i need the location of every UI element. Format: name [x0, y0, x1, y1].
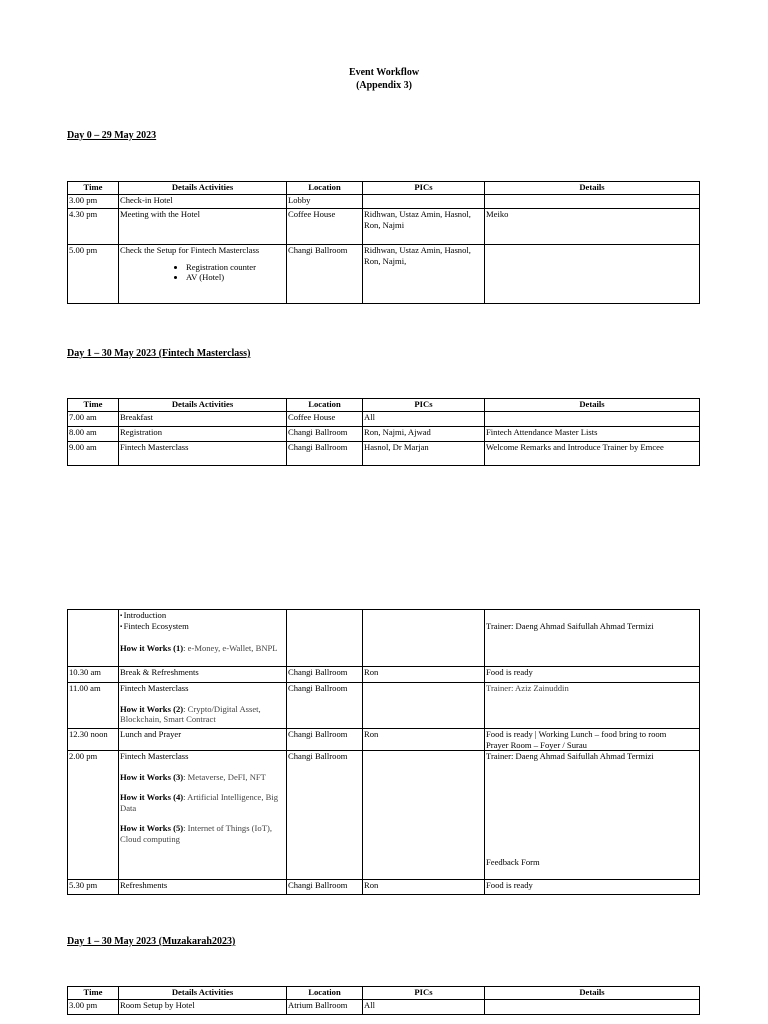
details-line: Prayer Room – Foyer / Surau [486, 739, 587, 750]
cell-location: Changi Ballroom [287, 667, 363, 683]
table-row [68, 245, 700, 304]
details-line: Food is ready | Working Lunch – food bring to room [486, 729, 667, 739]
cell-location: Changi Ballroom [287, 729, 363, 751]
document-title: Event Workflow [348, 67, 420, 78]
cell-time: 3.00 pm [68, 195, 119, 209]
table-row [68, 1000, 700, 1015]
header-location: Location [287, 399, 363, 412]
cell-activity: Lunch and Prayer [119, 729, 287, 751]
cell-pics: Ridhwan, Ustaz Amin, Hasnol, Ron, Najmi [363, 209, 485, 245]
cell-pics [363, 610, 485, 667]
activity-text: Fintech Masterclass [120, 751, 189, 761]
table-header-row [68, 987, 700, 1000]
how-it-works-label: How it Works (3) [120, 771, 184, 782]
cell-details: Meiko [485, 209, 700, 245]
table-row [68, 195, 700, 209]
cell-pics: Hasnol, Dr Marjan [363, 442, 485, 466]
cell-pics: Ron [363, 880, 485, 895]
trainer-text: Trainer: Daeng Ahmad Saifullah Ahmad Termizi [486, 621, 654, 631]
table-row [68, 412, 700, 427]
table-row [68, 751, 700, 880]
cell-time: 3.00 pm [68, 1000, 119, 1015]
cell-pics: Ron [363, 729, 485, 751]
header-activities: Details Activities [119, 987, 287, 1000]
cell-details: Food is ready [485, 667, 700, 683]
cell-activity: Meeting with the Hotel [119, 209, 287, 245]
cell-location: Lobby [287, 195, 363, 209]
cell-activity [119, 683, 287, 729]
cell-pics [363, 195, 485, 209]
cell-pics: All [363, 412, 485, 427]
day0-table [67, 181, 700, 304]
cell-time [68, 610, 119, 667]
cell-pics: Ron [363, 667, 485, 683]
how-it-works-text: : Internet of Things (IoT), Cloud computing [120, 823, 272, 844]
how-it-works-text: : Crypto/Digital Asset, Blockchain, Smart Contract [120, 703, 261, 724]
cell-time: 2.00 pm [68, 751, 119, 880]
table-header-row [68, 399, 700, 412]
cell-details [485, 1000, 700, 1015]
header-details: Details [485, 182, 700, 195]
day1-table [67, 398, 700, 466]
header-time: Time [68, 987, 119, 1000]
header-details: Details [485, 399, 700, 412]
cell-details [485, 245, 700, 304]
cell-pics: Ron, Najmi, Ajwad [363, 427, 485, 442]
how-it-works-label: How it Works (2) [120, 703, 184, 714]
day0-heading: Day 0 – 29 May 2023 [67, 130, 157, 141]
cell-activity: Breakfast [119, 412, 287, 427]
cell-details: Welcome Remarks and Introduce Trainer by Emcee [485, 442, 700, 466]
table-row [68, 610, 700, 667]
cell-details: Trainer: Aziz Zainuddin [485, 683, 700, 729]
table-row [68, 729, 700, 751]
header-location: Location [287, 987, 363, 1000]
feedback-form-text: Feedback Form [486, 856, 540, 867]
cell-time: 10.30 am [68, 667, 119, 683]
day1-muzakarah-heading: Day 1 – 30 May 2023 (Muzakarah2023) [67, 936, 236, 947]
list-item: ▪ Fintech Ecosystem [120, 621, 285, 632]
activity-text: Fintech Masterclass [120, 683, 189, 693]
cell-activity [119, 751, 287, 880]
bullet-list [120, 262, 285, 283]
cell-activity: Room Setup by Hotel [119, 1000, 287, 1015]
cell-location: Coffee House [287, 412, 363, 427]
cell-location: Changi Ballroom [287, 245, 363, 304]
how-it-works-text: : e-Money, e-Wallet, BNPL [183, 642, 278, 653]
cell-time: 5.30 pm [68, 880, 119, 895]
day1-muzakarah-table [67, 986, 700, 1015]
header-location: Location [287, 182, 363, 195]
header-activities: Details Activities [119, 182, 287, 195]
table-row [68, 667, 700, 683]
cell-time: 8.00 am [68, 427, 119, 442]
cell-details: Fintech Attendance Master Lists [485, 427, 700, 442]
cell-location: Atrium Ballroom [287, 1000, 363, 1015]
cell-details [485, 610, 700, 667]
trainer-text: Trainer: Daeng Ahmad Saifullah Ahmad Termizi [486, 751, 654, 761]
table-row [68, 683, 700, 729]
header-time: Time [68, 399, 119, 412]
how-it-works-text: : Artificial Intelligence, Big Data [120, 792, 279, 813]
cell-details [485, 195, 700, 209]
cell-details [485, 729, 700, 751]
cell-location: Coffee House [287, 209, 363, 245]
cell-activity: Check-in Hotel [119, 195, 287, 209]
cell-time: 5.00 pm [68, 245, 119, 304]
day1-continued-table [67, 609, 700, 895]
cell-activity: Refreshments [119, 880, 287, 895]
cell-activity [119, 610, 287, 667]
cell-time: 7.00 am [68, 412, 119, 427]
table-row [68, 209, 700, 245]
table-row [68, 427, 700, 442]
activity-text: Check the Setup for Fintech Masterclass [120, 245, 260, 255]
cell-location: Changi Ballroom [287, 442, 363, 466]
header-pics: PICs [363, 182, 485, 195]
cell-location: Changi Ballroom [287, 880, 363, 895]
cell-activity: Fintech Masterclass [119, 442, 287, 466]
cell-time: 11.00 am [68, 683, 119, 729]
cell-activity: Registration [119, 427, 287, 442]
cell-time: 12.30 noon [68, 729, 119, 751]
cell-location [287, 610, 363, 667]
header-pics: PICs [363, 399, 485, 412]
how-it-works-label: How it Works (4) [120, 792, 184, 802]
header-pics: PICs [363, 987, 485, 1000]
cell-details [485, 412, 700, 427]
document-subtitle: (Appendix 3) [356, 80, 412, 91]
cell-details: Food is ready [485, 880, 700, 895]
header-details: Details [485, 987, 700, 1000]
list-item: • AV (Hotel) [186, 272, 285, 283]
header-activities: Details Activities [119, 399, 287, 412]
header-time: Time [68, 182, 119, 195]
cell-time: 4.30 pm [68, 209, 119, 245]
list-item: ▪ Introduction [120, 610, 285, 621]
cell-pics: All [363, 1000, 485, 1015]
cell-activity: Break & Refreshments [119, 667, 287, 683]
cell-details [485, 751, 700, 880]
cell-activity [119, 245, 287, 304]
cell-location: Changi Ballroom [287, 683, 363, 729]
how-it-works-text: : Metaverse, DeFI, NFT [183, 771, 266, 782]
table-row [68, 880, 700, 895]
cell-pics: Ridhwan, Ustaz Amin, Hasnol, Ron, Najmi, [363, 245, 485, 304]
how-it-works-label: How it Works (1) [120, 642, 184, 653]
table-header-row [68, 182, 700, 195]
table-row [68, 442, 700, 466]
cell-pics [363, 751, 485, 880]
cell-location: Changi Ballroom [287, 751, 363, 880]
cell-time: 9.00 am [68, 442, 119, 466]
cell-pics [363, 683, 485, 729]
how-it-works-label: How it Works (5) [120, 823, 184, 833]
day1-heading: Day 1 – 30 May 2023 (Fintech Masterclass) [67, 348, 251, 359]
list-item: • Registration counter [186, 262, 285, 273]
cell-location: Changi Ballroom [287, 427, 363, 442]
